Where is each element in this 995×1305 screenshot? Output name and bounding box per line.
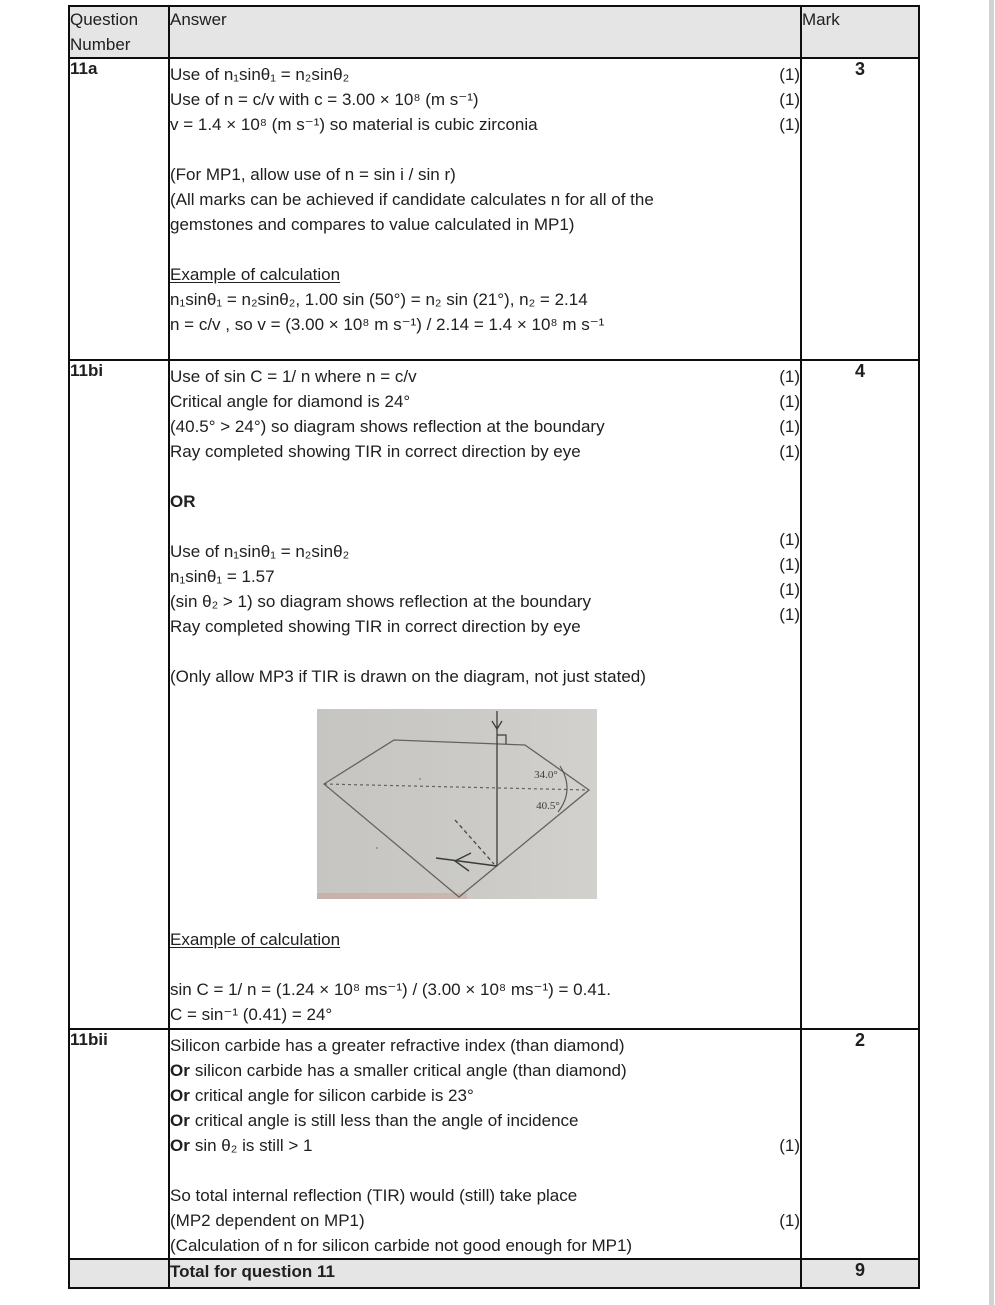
or-prefix: Or [170,1086,190,1105]
answer-header: Answer [169,6,801,58]
answer-line: C = sin⁻¹ (0.41) = 24° [170,1005,333,1024]
answer-line: Use of n = c/v with c = 3.00 × 10⁸ (m s⁻¹) (1) [170,87,800,112]
header-row [69,6,919,58]
scrollbar[interactable] [989,0,994,1305]
or-separator: OR [170,492,196,511]
answer-line: Or critical angle is still less than the angle of incidence [170,1111,579,1130]
answer-cell-11bi [169,360,801,1029]
mark-cell-11bii: 2 [801,1029,919,1259]
answer-cell-11bii [169,1029,801,1259]
blank-line [170,137,800,162]
mark-scheme-table [68,5,920,1289]
total-mark: 9 [801,1259,919,1288]
answer-line: Use of n₁sinθ₁ = n₂sinθ₂ (1) [170,62,800,87]
mark-point: (1) [779,392,800,411]
answer-line: (sin θ₂ > 1) so diagram shows reflection at the boundary (1) [170,589,800,614]
total-row-empty-cell [69,1259,169,1288]
mark-point: (1) [779,115,800,134]
mark-point: (1) [779,367,800,386]
mark-point: (1) [779,580,800,599]
row-11a [69,58,919,360]
answer-line: Or silicon carbide has a smaller critical angle (than diamond) [170,1061,627,1080]
answer-line: (All marks can be achieved if candidate calculates n for all of the [170,190,654,209]
photo-speck [376,847,378,849]
row-11bii [69,1029,919,1259]
total-row [69,1259,919,1288]
blank-line [170,952,800,977]
blank-line [170,237,800,262]
angle-label-upper: 34.0° [534,769,558,781]
answer-line: n = c/v , so v = (3.00 × 10⁸ m s⁻¹) / 2.14 = 1.4 × 10⁸ m s⁻¹ [170,315,605,334]
question-number-11bii: 11bii [69,1029,169,1259]
answer-line: So total internal reflection (TIR) would (still) take place [170,1186,578,1205]
mark-header: Mark [801,6,919,58]
mark-cell-11bi: 4 [801,360,919,1029]
question-number-11bi: 11bi [69,360,169,1029]
answer-line: sin C = 1/ n = (1.24 × 10⁸ ms⁻¹) / (3.00 × 10⁸ ms⁻¹) = 0.41. [170,980,611,999]
answer-cell-11a [169,58,801,360]
or-prefix: Or [170,1136,190,1155]
answer-line: v = 1.4 × 10⁸ (m s⁻¹) so material is cubic zirconia (1) [170,112,800,137]
mark-point: (1) [779,442,800,461]
mark-point: (1) [779,530,800,549]
answer-line: Ray completed showing TIR in correct direction by eye (1) [170,614,800,639]
answer-line: Use of n₁sinθ₁ = n₂sinθ₂ (1) [170,539,800,564]
answer-line: Critical angle for diamond is 24° (1) [170,389,800,414]
answer-line: (Only allow MP3 if TIR is drawn on the diagram, not just stated) [170,667,646,686]
angle-label-lower: 40.5° [536,800,560,812]
mark-point: (1) [779,605,800,624]
mark-point: (1) [779,555,800,574]
blank-line [170,464,800,489]
mark-point: (1) [779,90,800,109]
answer-line: Silicon carbide has a greater refractive index (than diamond) [170,1036,625,1055]
diamond-ray-diagram [317,709,597,899]
blank-line [170,514,800,539]
blank-line [170,639,800,664]
example-heading: Example of calculation [170,265,341,284]
mark-cell-11a: 3 [801,58,919,360]
answer-line: Or sin θ₂ is still > 1 (1) [170,1133,800,1158]
mark-point: (1) [779,1211,800,1230]
or-prefix: Or [170,1111,190,1130]
photo-edge-artifact [317,893,467,899]
row-11bi [69,360,919,1029]
example-heading: Example of calculation [170,930,341,949]
mark-point: (1) [779,1136,800,1155]
total-label: Total for question 11 [169,1259,801,1288]
or-prefix: Or [170,1061,190,1080]
mark-point: (1) [779,417,800,436]
answer-line: n₁sinθ₁ = 1.57 (1) [170,564,800,589]
answer-line: Ray completed showing TIR in correct direction by eye (1) [170,439,800,464]
answer-line: (For MP1, allow use of n = sin i / sin r) [170,165,456,184]
answer-line: n₁sinθ₁ = n₂sinθ₂, 1.00 sin (50°) = n₂ sin (21°), n₂ = 2.14 [170,290,588,309]
photo-speck [419,778,421,780]
question-number-11a: 11a [69,58,169,360]
answer-line: gemstones and compares to value calculated in MP1) [170,215,575,234]
blank-line [170,1158,800,1183]
answer-line: (MP2 dependent on MP1) (1) [170,1208,800,1233]
answer-line: (40.5° > 24°) so diagram shows reflection at the boundary (1) [170,414,800,439]
answer-line: Use of sin C = 1/ n where n = c/v (1) [170,364,800,389]
question-number-header: Question Number [69,6,169,58]
answer-line: Or critical angle for silicon carbide is 23° [170,1086,474,1105]
answer-line: (Calculation of n for silicon carbide not good enough for MP1) [170,1236,633,1255]
mark-point: (1) [779,65,800,84]
